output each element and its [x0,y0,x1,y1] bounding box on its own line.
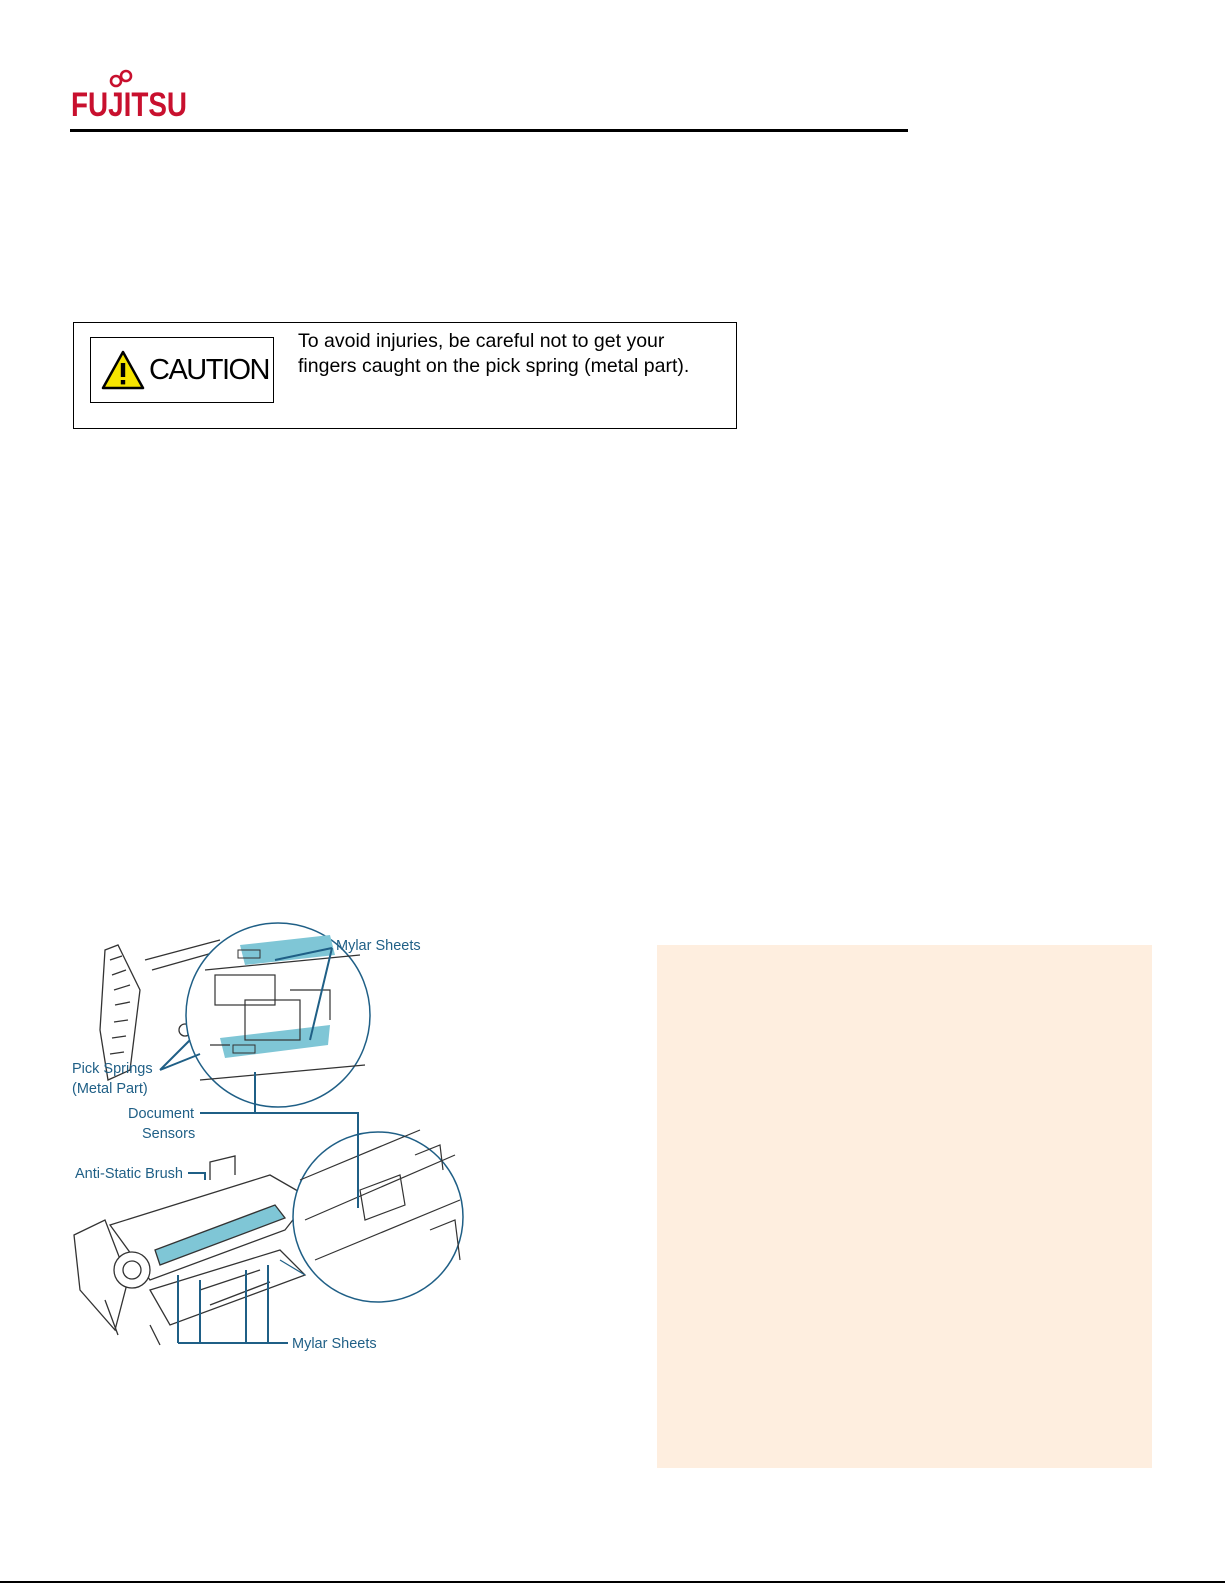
callout-mylar-sheets-bottom: Mylar Sheets [292,1336,377,1352]
scanner-cleaning-figure [60,930,480,1370]
callout-mylar-sheets-top: Mylar Sheets [336,938,421,954]
callout-pick-springs-line2: (Metal Part) [72,1081,148,1097]
callout-anti-static-brush: Anti-Static Brush [75,1166,183,1182]
fujitsu-logo [70,68,190,132]
caution-word: CAUTION [149,353,269,386]
warning-triangle-icon [101,350,145,390]
callout-document-line2: Sensors [142,1126,196,1142]
header-rule [70,129,908,132]
caution-label [90,337,274,403]
callout-document-line1: Document [128,1106,195,1122]
logo-wordmark: FUJITSU [71,86,187,124]
footer-rule [0,1581,1225,1583]
caution-box [73,322,737,429]
scanner-illustration-bottom [74,1156,310,1345]
caution-text: To avoid injuries, be careful not to get your fingers caught on the pick spring (metal part). [298,330,690,377]
magnified-view-bottom [280,1130,463,1302]
callout-pick-springs-line1: Pick Springs [72,1061,153,1077]
note-panel [657,945,1152,1468]
